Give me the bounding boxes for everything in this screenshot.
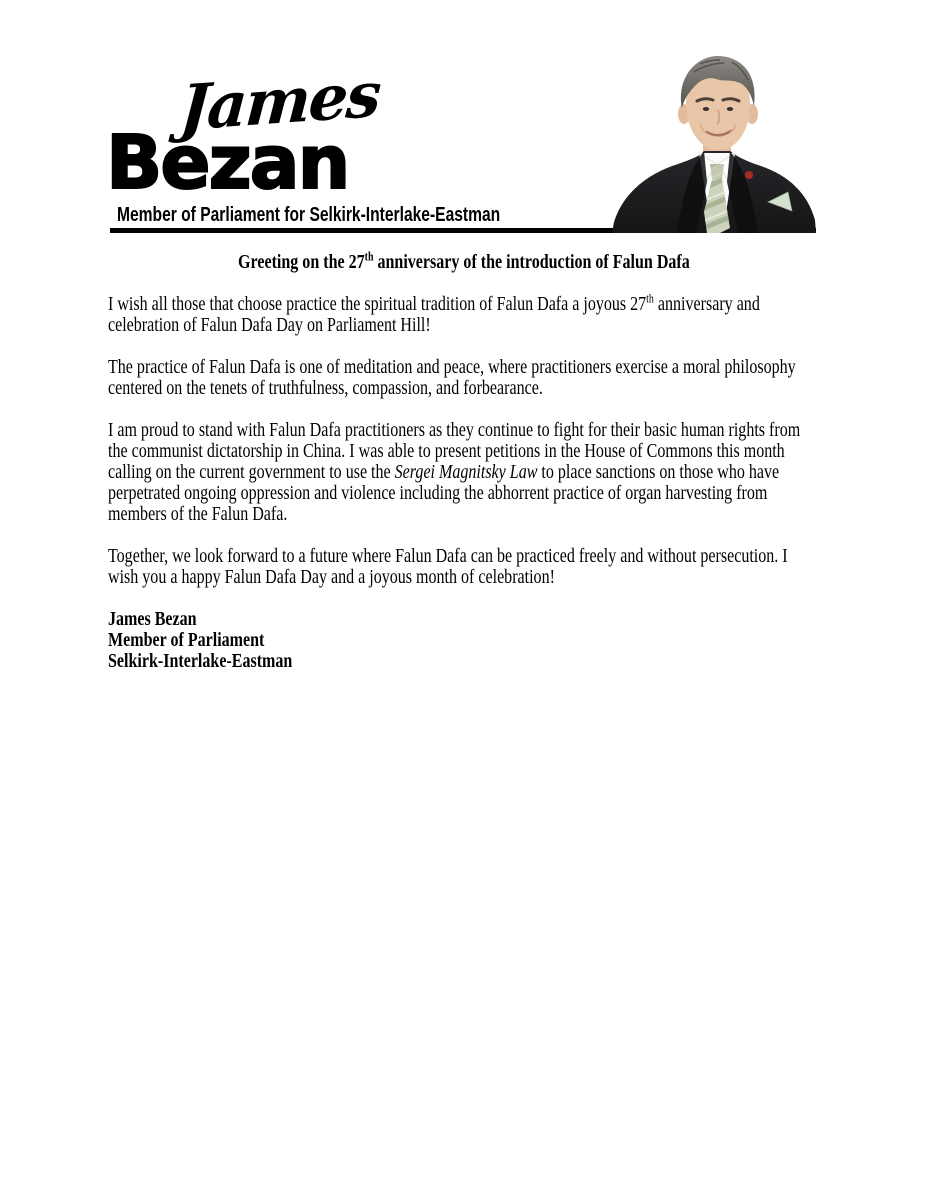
signature-role: Member of Parliament — [108, 630, 265, 651]
paragraph-1-text: I wish all those that choose practice the spiritual tradition of Falun Dafa a joyous 27 — [108, 294, 647, 315]
letterhead — [0, 0, 927, 240]
letter-body — [108, 249, 820, 672]
letter-title-rest: anniversary of the introduction of Falun Dafa — [373, 252, 690, 273]
signature-riding: Selkirk-Interlake-Eastman — [108, 651, 293, 672]
paragraph-1 — [108, 291, 820, 336]
paragraph-4: Together, we look forward to a future where Falun Dafa can be practiced freely and without persecution. I wish you a happy Falun Dafa Day and a joyous month of celebration! — [108, 546, 788, 588]
paragraph-3-italic-law-name: Sergei Magnitsky Law — [394, 462, 538, 483]
signature-name: James Bezan — [108, 609, 197, 630]
letter-title-text: Greeting on the 27 — [238, 252, 365, 273]
paragraph-1-superscript: th — [646, 291, 654, 306]
letterhead-first-name: James — [177, 57, 382, 146]
letterhead-subtitle: Member of Parliament for Selkirk-Interlake-Eastman — [117, 204, 501, 226]
paragraph-2: The practice of Falun Dafa is one of meditation and peace, where practitioners exercise a moral philosophy centered on the tenets of truthfulness, compassion, and forbearance. — [108, 357, 796, 399]
headshot-photo — [612, 52, 817, 233]
letterhead-last-name: Bezan — [106, 120, 349, 206]
paragraph-3 — [108, 420, 820, 525]
signature-block — [108, 609, 820, 672]
portrait-lapel-pin — [745, 171, 753, 179]
paragraph-3-rest: to place sanctions on those who have perpetrated ongoing oppression and violence including the abhorrent practice of organ harvesting from members of the Falun Dafa. — [108, 462, 780, 525]
paragraph-3-text: I am proud to stand with Falun Dafa practitioners as they continue to fight for their basic human rights from the communist dictatorship in China. I was able to present petitions in the House of Commons this month calling on the current government to use the — [108, 420, 801, 483]
letter-title-superscript: th — [364, 249, 374, 264]
paragraph-1-rest: anniversary and celebration of Falun Dafa Day on Parliament Hill! — [108, 294, 760, 336]
letter-title — [108, 249, 820, 273]
